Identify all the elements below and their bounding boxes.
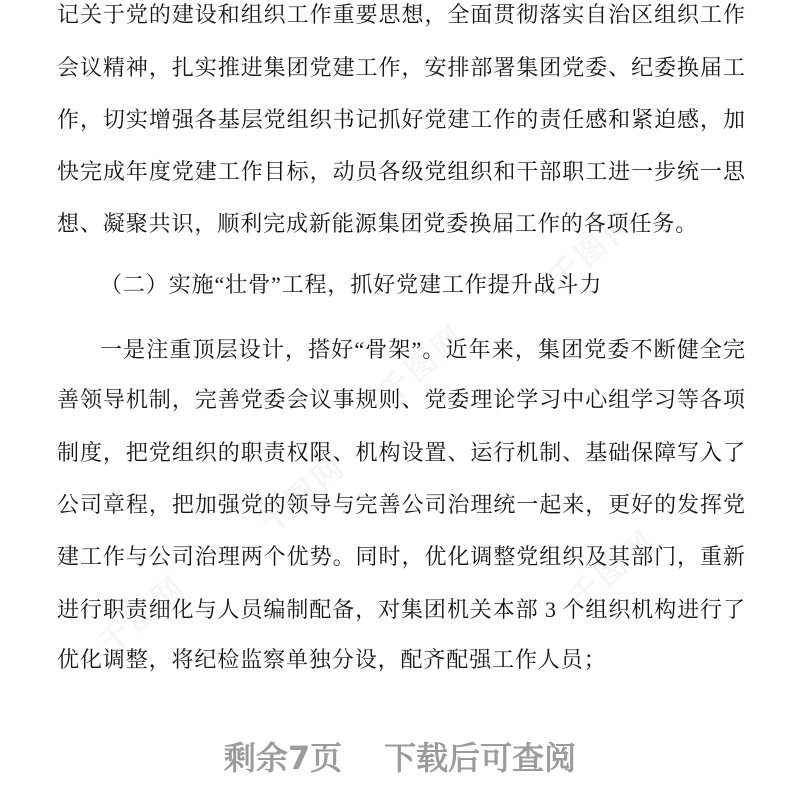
watermark: 千图网 bbox=[562, 523, 664, 616]
paragraph-line: 会议精神，扎实推进集团党建工作，安排部署集团党委、纪委换届工 bbox=[57, 55, 745, 80]
remaining-pages-label: 剩余7页 bbox=[223, 739, 343, 777]
watermark: 千图网 bbox=[542, 203, 644, 296]
paragraph-line: 一是注重顶层设计，搭好“骨架”。近年来，集团党委不断健全完 bbox=[100, 337, 745, 362]
download-prompt-banner[interactable] bbox=[0, 736, 800, 780]
paragraph-line: 制度，把党组织的职责权限、机构设置、运行机制、基础保障写入了 bbox=[57, 440, 745, 465]
paragraph-line: 善领导机制，完善党委会议事规则、党委理论学习中心组学习等各项 bbox=[57, 387, 745, 412]
watermark: 千图网 bbox=[252, 448, 354, 541]
paragraph-line: 公司章程，把加强党的领导与完善公司治理统一起来，更好的发挥党 bbox=[57, 492, 745, 517]
paragraph-line: 作，切实增强各基层党组织书记抓好党建工作的责任感和紧迫感，加 bbox=[57, 107, 745, 132]
paragraph-line: 记关于党的建设和组织工作重要思想，全面贯彻落实自治区组织工作 bbox=[57, 2, 745, 27]
paragraph-line: 想、凝聚共识，顺利完成新能源集团党委换届工作的各项任务。 bbox=[57, 211, 699, 236]
download-hint-label: 下载后可查阅 bbox=[384, 739, 577, 777]
watermark: 千图网 bbox=[372, 318, 474, 411]
section-heading: （二）实施“壮骨”工程，抓好党建工作提升战斗力 bbox=[100, 272, 603, 297]
paragraph-line: 进行职责细化与人员编制配备，对集团机关本部 3 个组织机构进行了 bbox=[57, 597, 745, 622]
paragraph-line: 建工作与公司治理两个优势。同时，优化调整党组织及其部门，重新 bbox=[57, 544, 745, 569]
paragraph-line: 优化调整，将纪检监察单独分设，配齐配强工作人员； bbox=[57, 647, 607, 672]
paragraph-line: 快完成年度党建工作目标，动员各级党组织和干部职工进一步统一思 bbox=[57, 159, 745, 184]
watermark: 千图网 bbox=[92, 568, 194, 661]
